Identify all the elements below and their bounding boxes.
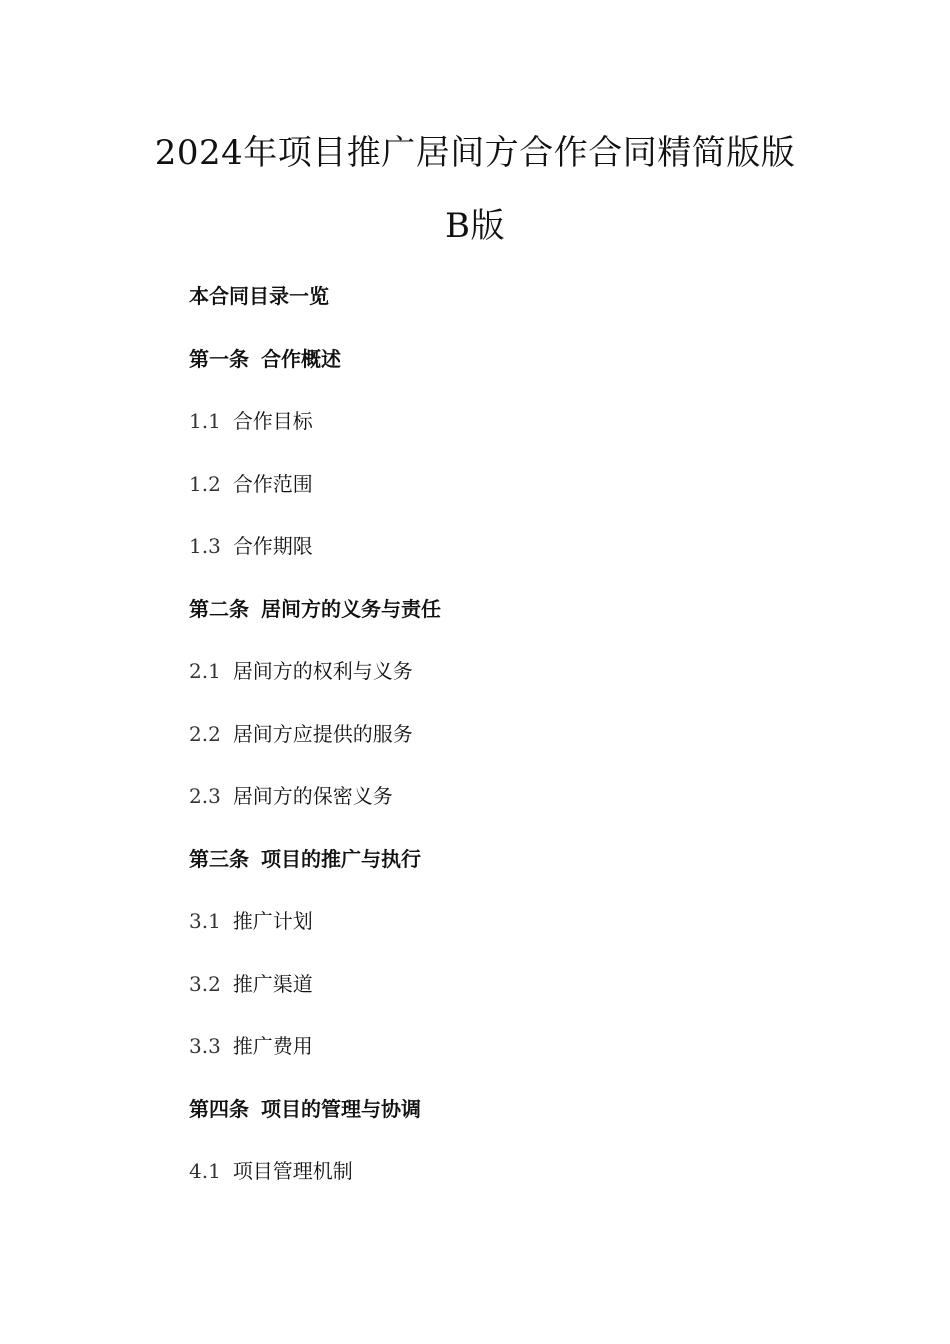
toc-article-2 — [189, 595, 869, 658]
toc-section-number: 2.3 — [189, 784, 221, 808]
toc-section-number: 4.1 — [189, 1159, 221, 1183]
toc-article-number: 第四条 — [189, 1096, 249, 1121]
toc-section-number: 3.2 — [189, 971, 221, 996]
toc-section-number: 2.1 — [189, 659, 221, 683]
toc-section-title: 推广费用 — [232, 1034, 313, 1058]
toc-article-number: 第一条 — [189, 346, 249, 371]
toc-article-title: 合作概述 — [261, 346, 341, 371]
toc-section-2-1 — [189, 657, 869, 720]
toc-section-1-1 — [189, 407, 869, 470]
toc-section-title: 居间方的权利与义务 — [232, 659, 413, 683]
toc-section-3-3 — [189, 1032, 869, 1095]
toc-section-title: 项目管理机制 — [232, 1159, 353, 1183]
toc-section-title: 推广渠道 — [232, 971, 313, 996]
toc-section-title: 合作范围 — [232, 471, 313, 496]
toc-section-number: 3.3 — [189, 1034, 221, 1058]
toc-section-number: 1.1 — [189, 409, 221, 433]
toc-article-4 — [189, 1095, 869, 1158]
toc-section-title: 推广计划 — [232, 909, 313, 933]
toc-section-3-2 — [189, 970, 869, 1033]
toc-section-title: 合作目标 — [232, 409, 313, 433]
document-title-line-1: 2024年项目推广居间方合作合同精简版版 — [154, 133, 796, 173]
toc-article-title: 项目的管理与协调 — [261, 1096, 421, 1121]
toc-heading: 本合同目录一览 — [189, 284, 329, 308]
toc-section-title: 居间方应提供的服务 — [232, 721, 413, 746]
toc-section-number: 1.2 — [189, 471, 221, 496]
toc-article-title: 居间方的义务与责任 — [261, 596, 441, 621]
toc-section-1-3 — [189, 532, 869, 595]
toc-article-1 — [189, 345, 869, 408]
toc-section-title: 合作期限 — [232, 534, 313, 558]
toc-section-number: 2.2 — [189, 721, 221, 746]
table-of-contents — [189, 282, 869, 1220]
toc-section-4-1 — [189, 1157, 869, 1220]
toc-section-1-2 — [189, 470, 869, 533]
toc-section-3-1 — [189, 907, 869, 970]
document-title-line-2: B版 — [445, 206, 505, 246]
toc-section-title: 居间方的保密义务 — [232, 784, 393, 808]
toc-section-2-3 — [189, 782, 869, 845]
toc-article-3 — [189, 845, 869, 908]
toc-article-title: 项目的推广与执行 — [261, 846, 421, 871]
toc-section-2-2 — [189, 720, 869, 783]
toc-section-number: 1.3 — [189, 534, 221, 558]
toc-article-number: 第二条 — [189, 596, 249, 621]
toc-section-number: 3.1 — [189, 909, 221, 933]
toc-article-number: 第三条 — [189, 846, 249, 871]
